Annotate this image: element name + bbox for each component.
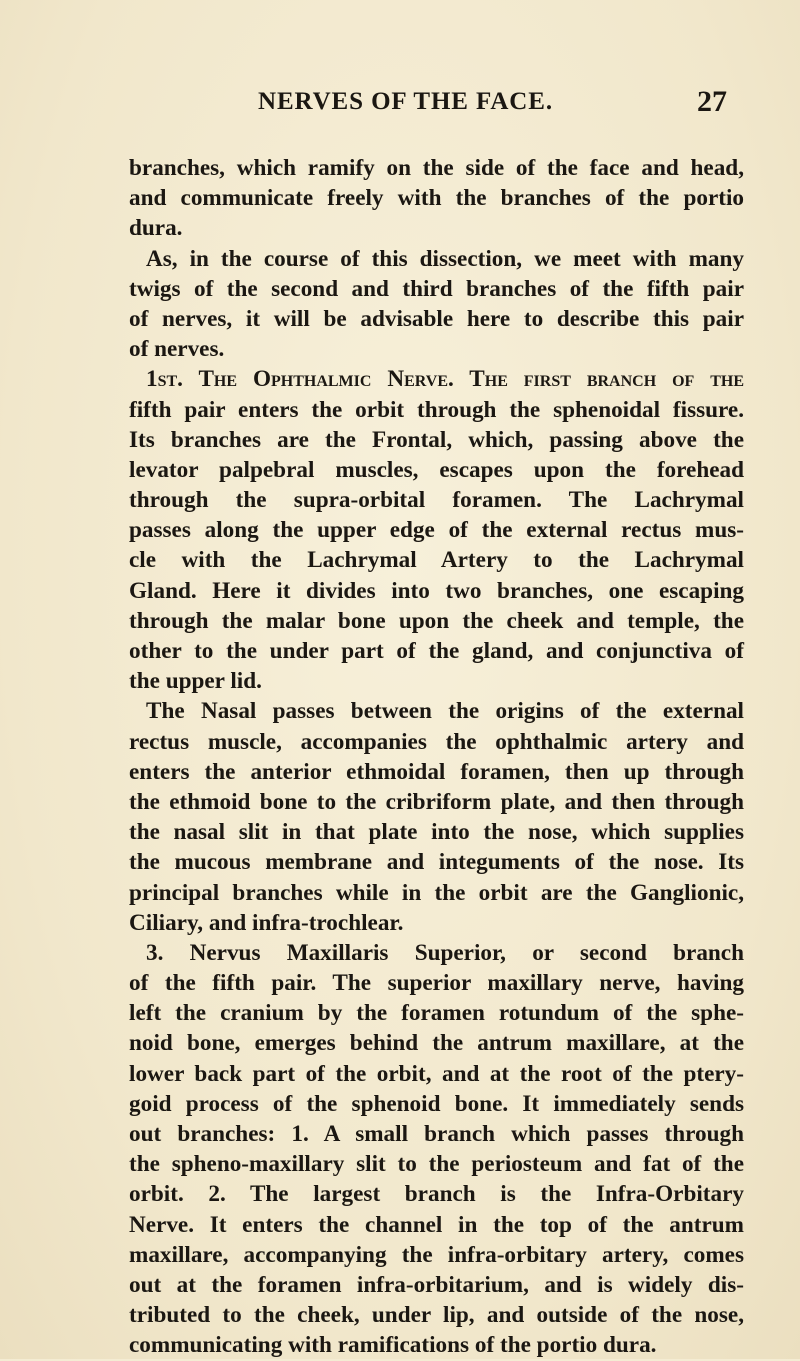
text-line: maxillare, accompanying the infra-orbitary artery, comes [129,1241,744,1268]
text-line: orbit. 2. The largest branch is the Infra-Orbitary [129,1181,744,1208]
text-line: the nasal slit in that plate into the nose, which supplies [129,819,744,846]
text-line: noid bone, emerges behind the antrum maxillare, at the [129,1030,744,1057]
page-number: 27 [697,85,727,118]
text-line: the upper lid. [129,668,262,695]
text-line: 3. Nervus Maxillaris Superior, or second branch [146,939,744,966]
text-line: Ciliary, and infra-trochlear. [129,909,404,936]
text-line: the spheno-maxillary slit to the periosteum and fat of the [129,1151,744,1178]
text-line: of the fifth pair. The superior maxillary nerve, having [129,970,744,997]
text-line: The Nasal passes between the origins of the external [146,698,744,725]
text-line: communicating with ramifications of the portio dura. [129,1332,657,1359]
text-line: Gland. Here it divides into two branches, one escaping [129,577,744,604]
text-line: goid process of the sphenoid bone. It immediately sends [129,1090,744,1117]
text-line: branches, which ramify on the side of the face and head, [129,155,744,181]
text-line: and communicate freely with the branches of the portio [129,185,744,212]
text-line: passes along the upper edge of the external rectus mus- [129,517,744,544]
text-line: through the malar bone upon the cheek and temple, the [129,607,744,634]
text-line: lower back part of the orbit, and at the root of the ptery- [129,1060,744,1087]
running-head [0,85,800,128]
text-line: out at the foramen infra-orbitarium, and is widely dis- [129,1271,744,1298]
text-line: rectus muscle, accompanies the ophthalmic artery and [129,728,744,755]
text-line: through the supra-orbital foramen. The Lachrymal [129,487,744,514]
text-line: tributed to the cheek, under lip, and outside of the nose, [129,1302,744,1329]
text-line: dura. [129,215,183,242]
running-head-title: NERVES OF THE FACE. [258,88,553,115]
text-line: principal branches while in the orbit are the Ganglionic, [129,879,744,906]
text-line: the mucous membrane and integuments of the nose. Its [129,849,744,876]
text-line: left the cranium by the foramen rotundum of the sphe- [129,1000,744,1027]
text-line: Its branches are the Frontal, which, passing above the [129,426,744,453]
text-line: enters the anterior ethmoidal foramen, then up through [129,758,744,785]
text-line: Nerve. It enters the channel in the top of the antrum [129,1211,744,1238]
text-line: 1st. The Ophthalmic Nerve. The first branch of the [146,366,744,393]
body-text [129,153,744,1361]
text-line: levator palpebral muscles, escapes upon the forehead [129,456,744,483]
text-line: fifth pair enters the orbit through the sphenoidal fissure. [129,396,744,423]
text-line: the ethmoid bone to the cribriform plate, and then through [129,788,744,815]
text-line: other to the under part of the gland, and conjunctiva of [129,638,744,664]
text-line: of nerves, it will be advisable here to describe this pair [129,305,744,332]
text-line: As, in the course of this dissection, we meet with many [146,245,744,272]
text-line: twigs of the second and third branches of the fifth pair [129,275,744,302]
text-line: of nerves. [129,336,225,363]
text-line: out branches: 1. A small branch which passes through [129,1121,744,1147]
text-line: cle with the Lachrymal Artery to the Lachrymal [129,547,744,574]
